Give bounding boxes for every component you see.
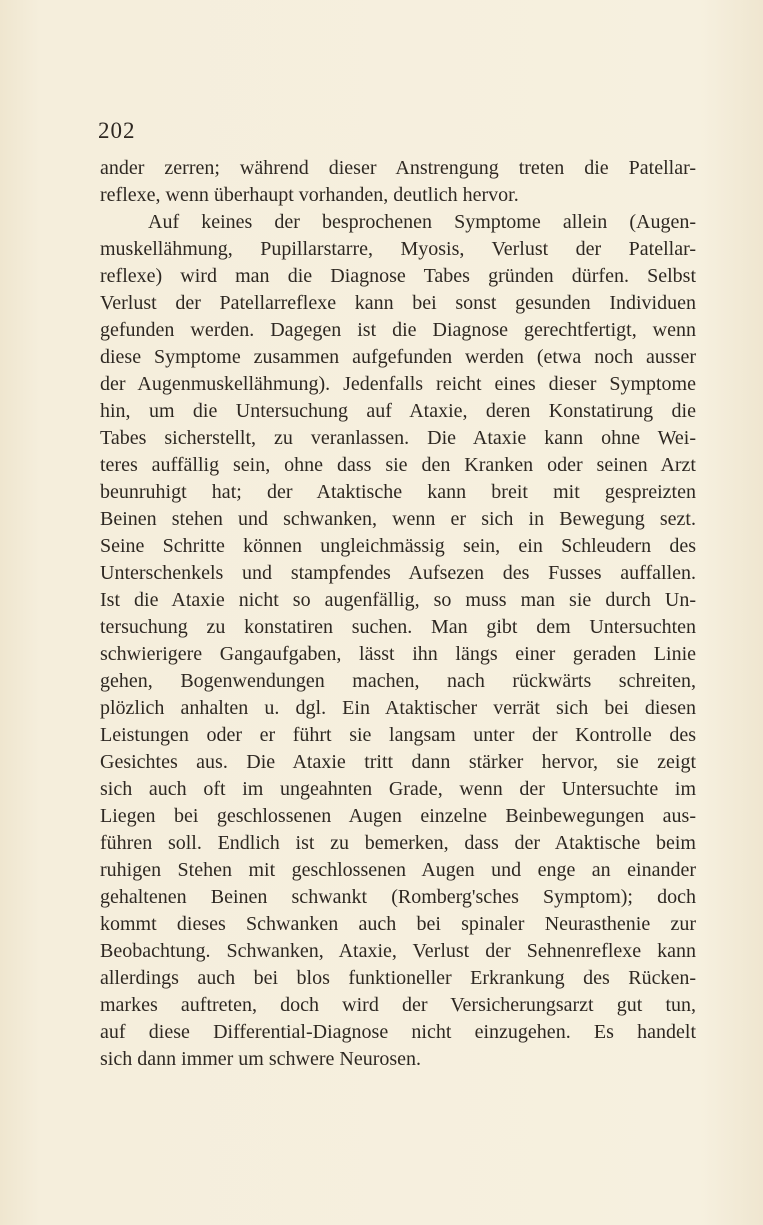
text-line: Beinen stehen und schwanken, wenn er sich in Bewegung sezt. bbox=[100, 508, 696, 530]
text-line: Unterschenkels und stampfendes Aufsezen des Fusses auffallen. bbox=[100, 562, 696, 584]
page-number: 202 bbox=[98, 118, 136, 143]
body-text bbox=[100, 155, 696, 1073]
text-line: Leistungen oder er führt sie langsam unter der Kontrolle des bbox=[100, 724, 696, 746]
text-line: kommt dieses Schwanken auch bei spinaler Neurasthenie zur bbox=[100, 913, 696, 935]
text-line: teres auffällig sein, ohne dass sie den Kranken oder seinen Arzt bbox=[100, 454, 696, 476]
text-line: ander zerren; während dieser Anstrengung treten die Patellar- bbox=[100, 157, 696, 179]
text-line: allerdings auch bei blos funktioneller Erkrankung des Rücken- bbox=[100, 967, 696, 989]
text-line: Seine Schritte können ungleichmässig sein, ein Schleudern des bbox=[100, 535, 696, 557]
text-line: ruhigen Stehen mit geschlossenen Augen und enge an einander bbox=[100, 859, 696, 881]
text-line: Verlust der Patellarreflexe kann bei sonst gesunden Individuen bbox=[100, 292, 696, 314]
text-line: beunruhigt hat; der Ataktische kann breit mit gespreizten bbox=[100, 481, 696, 503]
text-line: führen soll. Endlich ist zu bemerken, dass der Ataktische beim bbox=[100, 832, 696, 854]
text-line: tersuchung zu konstatiren suchen. Man gibt dem Untersuchten bbox=[100, 616, 696, 638]
text-line: auf diese Differential-Diagnose nicht einzugehen. Es handelt bbox=[100, 1021, 696, 1043]
text-line: gefunden werden. Dagegen ist die Diagnose gerechtfertigt, wenn bbox=[100, 319, 696, 341]
text-line: hin, um die Untersuchung auf Ataxie, deren Konstatirung die bbox=[100, 400, 696, 422]
text-line: diese Symptome zusammen aufgefunden werden (etwa noch ausser bbox=[100, 346, 696, 368]
text-line: gehaltenen Beinen schwankt (Romberg'sches Symptom); doch bbox=[100, 886, 696, 908]
text-line: markes auftreten, doch wird der Versicherungsarzt gut tun, bbox=[100, 994, 696, 1016]
text-line: muskellähmung, Pupillarstarre, Myosis, Verlust der Patellar- bbox=[100, 238, 696, 260]
text-line: reflexe, wenn überhaupt vorhanden, deutlich hervor. bbox=[100, 184, 519, 206]
text-line: gehen, Bogenwendungen machen, nach rückwärts schreiten, bbox=[100, 670, 696, 692]
text-line: schwierigere Gangaufgaben, lässt ihn längs einer geraden Linie bbox=[100, 643, 696, 665]
text-line: Gesichtes aus. Die Ataxie tritt dann stärker hervor, sie zeigt bbox=[100, 751, 696, 773]
text-line: sich dann immer um schwere Neurosen. bbox=[100, 1048, 422, 1070]
text-line: der Augenmuskellähmung). Jedenfalls reicht eines dieser Symptome bbox=[100, 373, 696, 395]
text-line: Liegen bei geschlossenen Augen einzelne Beinbewegungen aus- bbox=[100, 805, 696, 827]
text-line: Tabes sicherstellt, zu veranlassen. Die Ataxie kann ohne Wei- bbox=[100, 427, 696, 449]
text-line: Ist die Ataxie nicht so augenfällig, so muss man sie durch Un- bbox=[100, 589, 696, 611]
text-line: plözlich anhalten u. dgl. Ein Ataktischer verrät sich bei diesen bbox=[100, 697, 696, 719]
text-line: Beobachtung. Schwanken, Ataxie, Verlust der Sehnenreflexe kann bbox=[100, 940, 696, 962]
text-line: sich auch oft im ungeahnten Grade, wenn der Untersuchte im bbox=[100, 778, 696, 800]
text-line: reflexe) wird man die Diagnose Tabes gründen dürfen. Selbst bbox=[100, 265, 696, 287]
text-line: Auf keines der besprochenen Symptome allein (Augen- bbox=[148, 211, 696, 233]
